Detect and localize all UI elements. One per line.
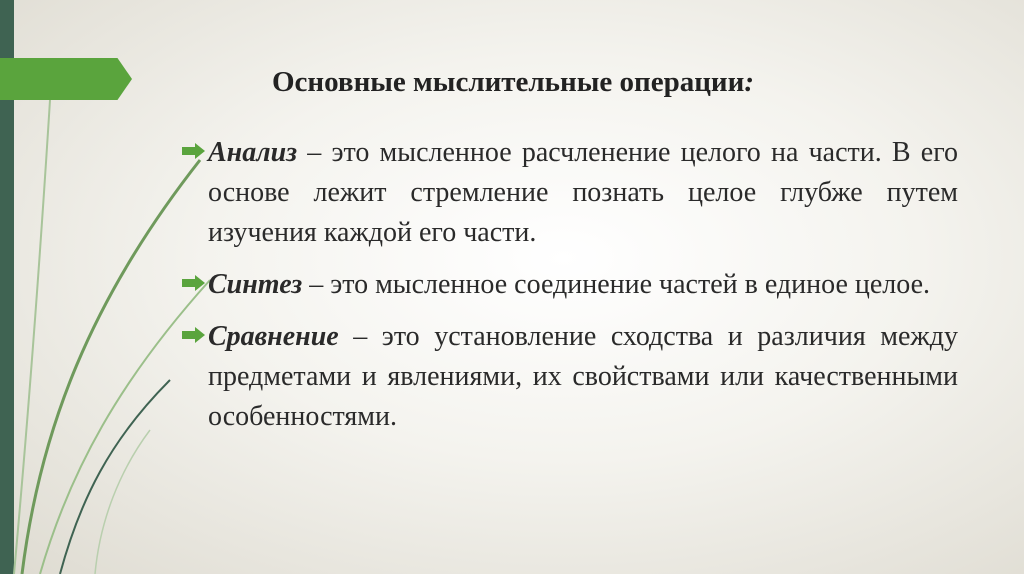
item-term: Анализ xyxy=(208,137,298,168)
arrow-right-icon xyxy=(182,274,206,292)
list-item xyxy=(182,317,958,437)
slide-title xyxy=(272,66,972,99)
bullet-list xyxy=(182,133,958,449)
title-text: Основные мыслительные операции xyxy=(272,66,745,98)
item-text: – это мысленное соединение частей в единое целое. xyxy=(302,269,931,300)
item-term: Сравнение xyxy=(208,321,339,352)
list-item xyxy=(182,133,958,253)
item-term: Синтез xyxy=(208,269,303,300)
list-item xyxy=(182,265,958,305)
green-arrow-tab xyxy=(0,58,132,100)
item-text: – это мысленное расчленение целого на части. В его основе лежит стремление познать целое глубже путем изучения каждой его части. xyxy=(208,137,958,248)
item-text: – это установление сходства и различия между предметами и явлениями, их свойствами или качественными особенностями. xyxy=(208,321,958,432)
arrow-right-icon xyxy=(182,142,206,160)
arrow-right-icon xyxy=(182,326,206,344)
title-colon: : xyxy=(744,66,754,98)
